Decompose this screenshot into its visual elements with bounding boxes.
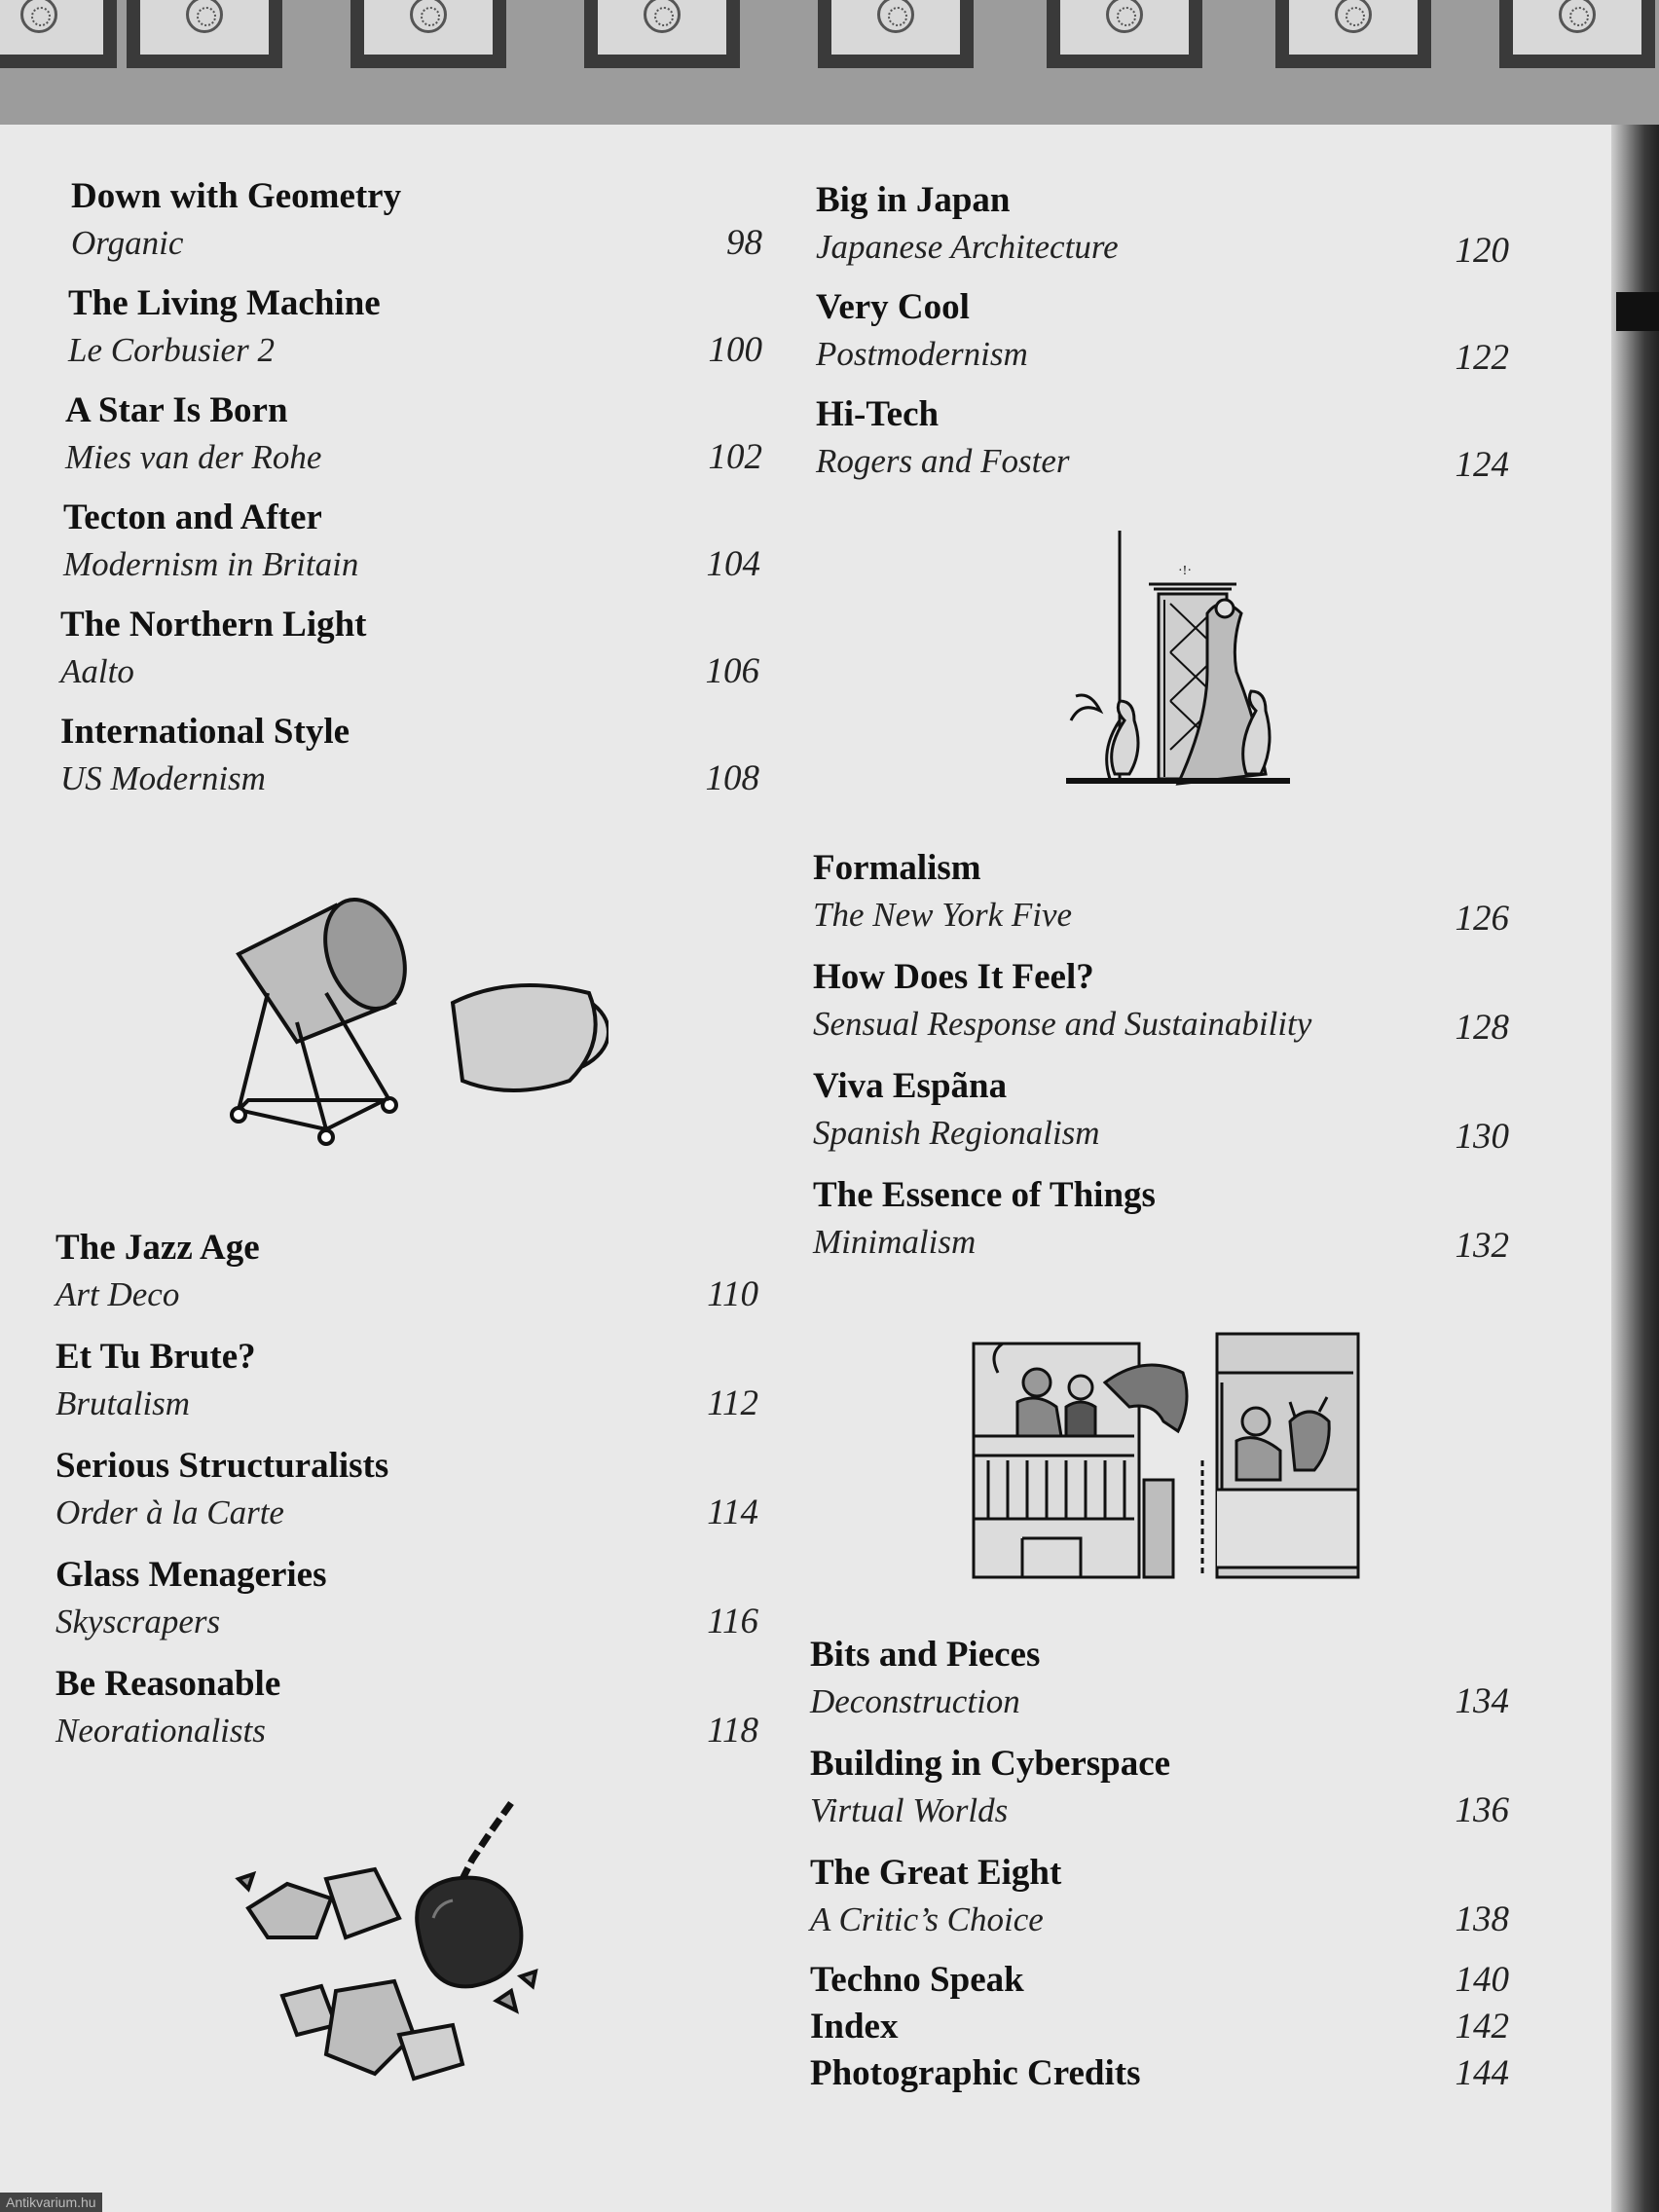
doorway-figure-illustration [1061,526,1295,808]
entry-page-number: 140 [1455,1960,1509,2000]
entry-subtitle: Aalto [60,652,134,690]
entry-subtitle: Art Deco [55,1275,180,1313]
toc-entry[interactable] [68,280,762,374]
entry-subtitle: Sensual Response and Sustainability [813,1005,1312,1043]
entry-page-number: 104 [706,544,760,584]
entry-title: A Star Is Born [65,390,288,430]
entry-title: Big in Japan [816,180,1011,220]
entry-title: The Great Eight [810,1853,1062,1893]
entry-title: Hi-Tech [816,394,940,434]
entry-title: Tecton and After [63,498,322,537]
entry-subtitle: Rogers and Foster [816,442,1070,480]
entry-subtitle: Organic [71,224,184,262]
toc-entry[interactable] [813,1172,1509,1266]
entry-subtitle: A Critic’s Choice [810,1900,1044,1938]
toc-entry[interactable] [816,177,1509,271]
entry-subtitle: Order à la Carte [55,1493,284,1531]
entry-page-number: 142 [1455,2007,1509,2046]
toc-entry[interactable] [813,1063,1509,1157]
entry-page-number: 108 [705,758,759,798]
rosette-icon [20,0,57,33]
entry-page-number: 122 [1455,338,1509,378]
entry-page-number: 144 [1455,2053,1509,2093]
balcony-scene-illustration [969,1314,1368,1587]
toc-entry[interactable] [55,1552,758,1645]
entry-subtitle: The New York Five [813,896,1073,934]
rosette-icon [644,0,681,33]
toc-entry[interactable] [60,602,759,695]
entry-title: Serious Structuralists [55,1446,389,1486]
rosette-icon [1106,0,1143,33]
rosette-icon [1335,0,1372,33]
entry-title: Formalism [813,848,981,888]
wrecking-ball-illustration [229,1791,560,2113]
entry-page-number: 110 [707,1274,758,1314]
entry-subtitle: Postmodernism [816,335,1028,373]
entry-page-number: 98 [726,223,762,263]
entry-title: The Northern Light [60,605,367,645]
rosette-icon [186,0,223,33]
decorative-tile [1499,0,1655,68]
entry-subtitle: Minimalism [813,1223,977,1261]
entry-page-number: 118 [707,1711,758,1751]
entry-title: The Jazz Age [55,1228,260,1268]
toc-entry-title[interactable]: Photographic Credits [810,2053,1141,2093]
entry-subtitle: Neorationalists [55,1712,266,1750]
watermark: Antikvarium.hu [0,2193,102,2212]
toc-entry[interactable] [65,387,762,481]
toc-entry[interactable] [60,709,759,802]
decorative-tile [0,0,117,68]
entry-title: How Does It Feel? [813,957,1094,997]
entry-subtitle: Modernism in Britain [63,545,359,583]
entry-title: Very Cool [816,287,970,327]
entry-subtitle: Le Corbusier 2 [68,331,275,369]
entry-page-number: 130 [1455,1117,1509,1157]
decorative-top-band [0,0,1659,131]
entry-title: Building in Cyberspace [810,1744,1171,1784]
entry-page-number: 128 [1455,1008,1509,1048]
toc-entry-title[interactable]: Techno Speak [810,1960,1024,2000]
decorative-tile [584,0,740,68]
toc-entry[interactable] [63,495,760,588]
entry-subtitle: Japanese Architecture [816,228,1119,266]
rosette-icon [410,0,447,33]
entry-subtitle: Virtual Worlds [810,1791,1009,1829]
toc-entry[interactable] [55,1334,758,1427]
entry-subtitle: Spanish Regionalism [813,1114,1100,1152]
entry-page-number: 120 [1455,231,1509,271]
entry-subtitle: Brutalism [55,1384,191,1422]
entry-page-number: 100 [708,330,762,370]
page-edge-strip [1616,292,1659,331]
entry-page-number: 112 [707,1383,758,1423]
toc-entry[interactable] [55,1661,758,1754]
entry-subtitle: Skyscrapers [55,1603,221,1641]
entry-title: International Style [60,712,350,752]
entry-page-number: 132 [1455,1226,1509,1266]
decorative-tile [1047,0,1202,68]
entry-title: Et Tu Brute? [55,1337,256,1377]
toc-entry[interactable] [810,1632,1509,1725]
entry-title: The Living Machine [68,283,381,323]
entry-page-number: 126 [1455,899,1509,939]
entry-title: The Essence of Things [813,1175,1156,1215]
entry-page-number: 134 [1455,1681,1509,1721]
toc-entry-title[interactable]: Index [810,2007,899,2046]
toc-entry[interactable] [810,1850,1509,1943]
rosette-icon [877,0,914,33]
page-edge-shadow [1611,125,1659,2212]
decorative-tile [1275,0,1431,68]
entry-page-number: 138 [1455,1899,1509,1939]
decorative-tile [127,0,282,68]
entry-subtitle: Mies van der Rohe [65,438,322,476]
toc-entry[interactable] [816,391,1509,485]
entry-title: Bits and Pieces [810,1635,1041,1675]
toc-entry[interactable] [55,1443,758,1536]
toc-entry[interactable] [816,284,1509,378]
decorative-tile [350,0,506,68]
decorative-tile [818,0,974,68]
entry-title: Glass Menageries [55,1555,327,1595]
toc-entry[interactable] [810,1741,1509,1834]
entry-title: Down with Geometry [71,176,402,216]
toc-entry[interactable] [813,954,1509,1048]
rosette-icon [1559,0,1596,33]
entry-page-number: 124 [1455,445,1509,485]
svg-text:·!·: ·!· [1178,564,1192,578]
entry-page-number: 136 [1455,1790,1509,1830]
entry-page-number: 106 [705,651,759,691]
entry-subtitle: US Modernism [60,759,266,797]
entry-title: Viva Espãna [813,1066,1008,1106]
entry-page-number: 102 [708,437,762,477]
cement-mixer-illustration [219,886,608,1149]
entry-page-number: 114 [707,1493,758,1532]
toc-entry[interactable] [813,845,1509,939]
entry-page-number: 116 [707,1602,758,1641]
toc-entry[interactable] [71,173,762,267]
entry-title: Be Reasonable [55,1664,281,1704]
entry-subtitle: Deconstruction [810,1682,1020,1720]
toc-entry[interactable] [55,1225,758,1318]
